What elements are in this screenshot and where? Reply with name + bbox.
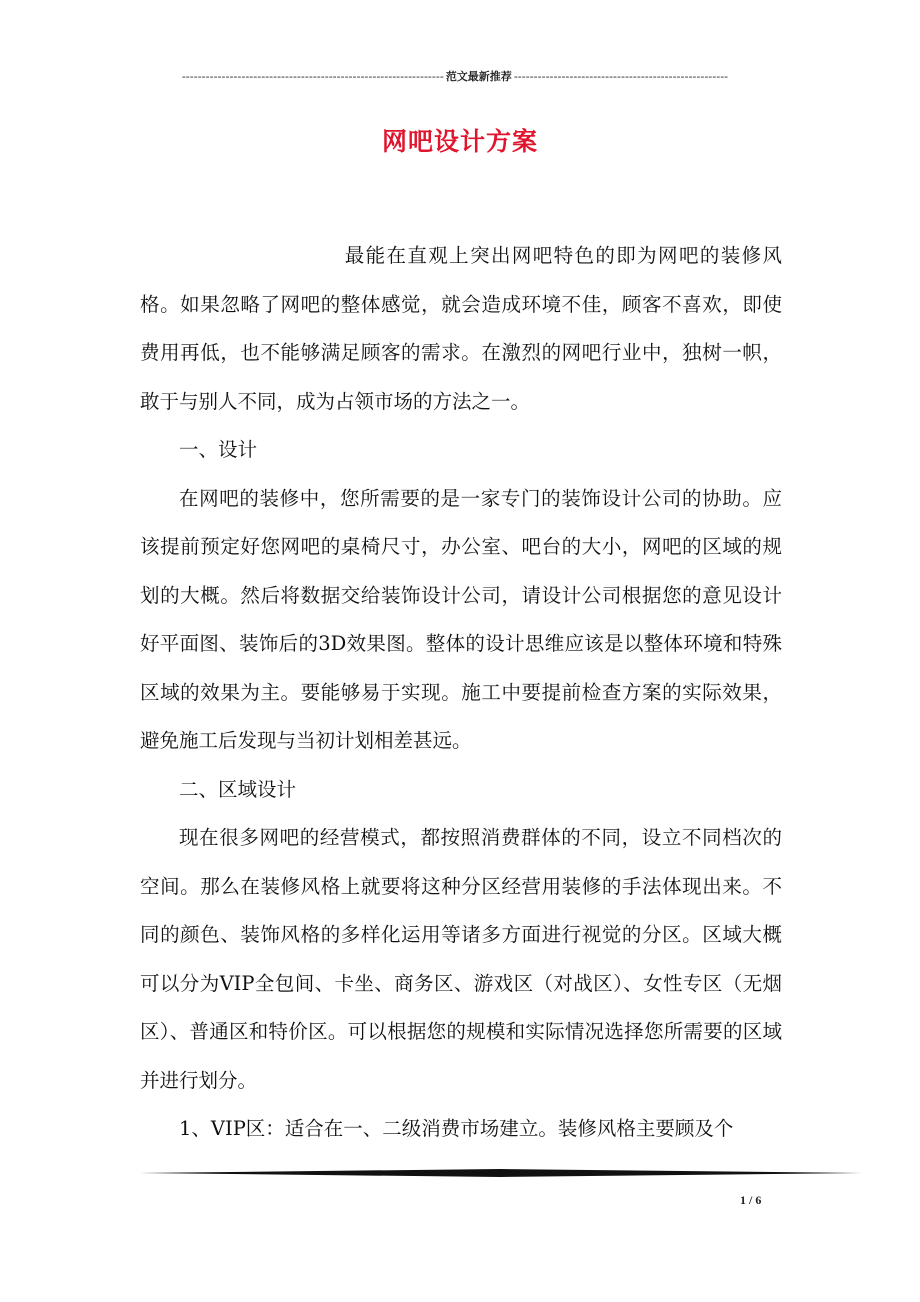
paragraph-zone-design: 现在很多网吧的经营模式，都按照消费群体的不同，设立不同档次的空间。那么在装修风格上就要将这种分区经营用装修的手法体现出来。不同的颜色、装饰风格的多样化运用等诸多方面进行视觉的分区。区域大概可以分为VIP全包间、卡坐、商务区、游戏区（对战区）、女性专区（无烟区）、普通区和特价区。可以根据您的规模和实际情况选择您所需要的区域并进行划分。	[140, 826, 782, 1092]
paragraph-intro: 最能在直观上突出网吧特色的即为网吧的装修风格。如果忽略了网吧的整体感觉，就会造成环境不佳，顾客不喜欢，即使费用再低，也不能够满足顾客的需求。在激烈的网吧行业中，独树一帜，敢于与别人不同，成为占领市场的方法之一。	[140, 244, 782, 413]
section-heading-design: 一、设计	[179, 438, 258, 461]
section-heading-zone-design: 二、区域设计	[179, 777, 297, 801]
header-label: 范文最新推荐	[445, 70, 512, 83]
footer-divider	[140, 1168, 862, 1178]
paragraph-vip-zone: 1、VIP区：适合在一、二级消费市场建立。装修风格主要顾及个	[179, 1117, 734, 1140]
paragraph-design: 在网吧的装修中，您所需要的是一家专门的装饰设计公司的协助。应该提前预定好您网吧的桌椅尺寸，办公室、吧台的大小，网吧的区域的规划的大概。然后将数据交给装饰设计公司，请设计公司根据您的意见设计好平面图、装饰后的3D效果图。整体的设计思维应该是以整体环境和特殊区域的效果为主。要能够易于实现。施工中要提前检查方案的实际效果，避免施工后发现与当初计划相差甚远。	[140, 486, 782, 752]
page-number: 1 / 6	[740, 1193, 762, 1207]
document-title: 网吧设计方案	[381, 127, 538, 156]
header-dashes-right: ------------------------------------------------------	[513, 70, 729, 83]
document-body	[140, 232, 782, 1154]
page-header	[140, 68, 770, 84]
header-dashes-left: ------------------------------------------------------------------	[181, 70, 444, 83]
